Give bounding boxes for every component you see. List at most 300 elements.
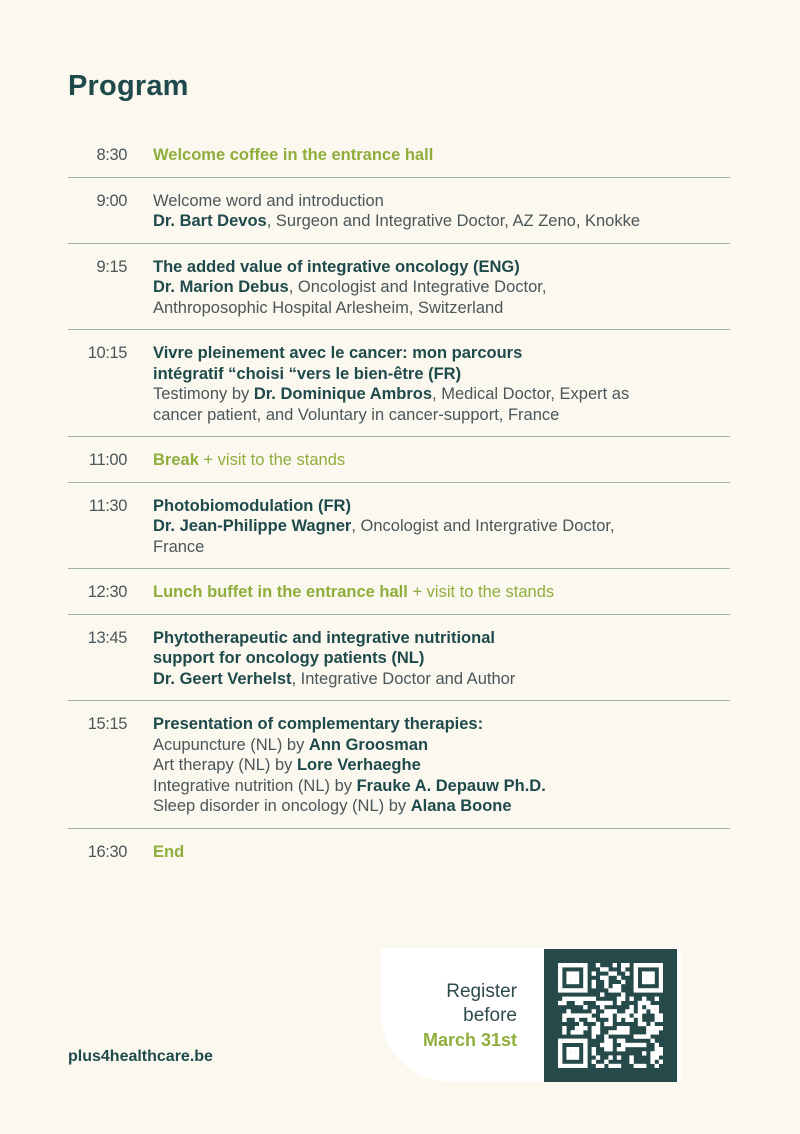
qr-module [583, 1005, 587, 1009]
program-line [153, 648, 730, 669]
page-title: Program [68, 70, 189, 102]
bold-text: Dr. Jean-Philippe Wagner [153, 517, 352, 535]
program-content [153, 496, 730, 558]
qr-module [596, 1022, 600, 1026]
qr-module [659, 988, 663, 992]
qr-module [650, 1039, 654, 1043]
register-card [381, 948, 681, 1082]
highlight-text: Welcome coffee in the entrance hall [153, 146, 434, 164]
qr-module [600, 1013, 604, 1017]
qr-module [621, 992, 625, 996]
program-text: Art therapy (NL) by [153, 756, 297, 774]
qr-module [634, 967, 638, 971]
program-text: , Oncologist and Integrative Doctor, [288, 278, 547, 296]
qr-module [558, 971, 562, 975]
program-time: 12:30 [87, 583, 127, 601]
qr-module [655, 988, 659, 992]
qr-module [638, 1043, 642, 1047]
bold-text: Dr. Geert Verhelst [153, 669, 292, 688]
qr-module [617, 1064, 621, 1068]
qr-module [575, 1013, 579, 1017]
qr-module [613, 984, 617, 988]
qr-module [646, 971, 650, 975]
qr-module [617, 984, 621, 988]
qr-module [579, 997, 583, 1001]
program-line [153, 496, 730, 517]
program-line [153, 735, 730, 756]
qr-module [558, 1039, 562, 1043]
qr-module [629, 1043, 633, 1047]
qr-module [646, 1026, 650, 1030]
qr-module [558, 967, 562, 971]
qr-module [621, 967, 625, 971]
program-line [153, 755, 730, 776]
qr-module [579, 1039, 583, 1043]
qr-module [583, 971, 587, 975]
program-text: Sleep disorder in oncology (NL) by [153, 797, 411, 815]
qr-module [634, 976, 638, 980]
qr-module [566, 976, 570, 980]
program-text: + visit to the stands [407, 583, 555, 601]
qr-module [571, 1047, 575, 1051]
qr-module [600, 1001, 604, 1005]
qr-module [642, 1064, 646, 1068]
qr-module [621, 1013, 625, 1017]
program-text: , Integrative Doctor and Author [291, 669, 516, 688]
qr-module [655, 1064, 659, 1068]
program-text: Acupuncture (NL) by [153, 735, 309, 754]
register-deadline: March 31st [422, 1030, 517, 1050]
highlight-text: Lunch buffet in the entrance hall [153, 583, 408, 601]
qr-module [571, 997, 575, 1001]
qr-module [655, 997, 659, 1001]
bold-text: Phytotherapeutic and integrative nutritional [153, 628, 495, 647]
qr-module [583, 1013, 587, 1017]
program-content [153, 628, 730, 690]
qr-module [566, 963, 570, 967]
qr-module [646, 1030, 650, 1034]
qr-module [629, 1005, 633, 1009]
qr-module [650, 1022, 654, 1026]
qr-module [583, 1064, 587, 1068]
qr-module [583, 976, 587, 980]
qr-module [566, 997, 570, 1001]
qr-module [638, 1064, 642, 1068]
qr-module [562, 997, 566, 1001]
qr-module [596, 1030, 600, 1034]
qr-module [608, 1013, 612, 1017]
program-line [153, 669, 730, 690]
qr-module [604, 1022, 608, 1026]
qr-module [592, 1047, 596, 1051]
qr-module [634, 980, 638, 984]
program-line [153, 842, 730, 863]
program-line [153, 211, 730, 232]
qr-module [655, 1013, 659, 1017]
qr-module [625, 1026, 629, 1030]
qr-module [642, 1001, 646, 1005]
program-line [153, 405, 730, 426]
qr-module [617, 1001, 621, 1005]
qr-module [634, 1034, 638, 1038]
program-line [153, 582, 730, 603]
program-line [153, 364, 730, 385]
program-line [153, 516, 730, 537]
qr-module [575, 997, 579, 1001]
qr-module [583, 1039, 587, 1043]
qr-module [583, 1060, 587, 1064]
qr-module [592, 984, 596, 988]
qr-module [621, 963, 625, 967]
qr-module [558, 1055, 562, 1059]
qr-module [600, 1005, 604, 1009]
qr-module [621, 1030, 625, 1034]
qr-module [646, 1034, 650, 1038]
qr-module [613, 1030, 617, 1034]
qr-module [558, 976, 562, 980]
qr-module [579, 1022, 583, 1026]
qr-module [558, 988, 562, 992]
program-time: 11:30 [88, 496, 127, 515]
qr-module [571, 988, 575, 992]
qr-module [621, 1026, 625, 1030]
qr-module [566, 1047, 570, 1051]
qr-module [621, 980, 625, 984]
qr-module [625, 1009, 629, 1013]
qr-module [604, 976, 608, 980]
qr-module [608, 1030, 612, 1034]
qr-module [575, 971, 579, 975]
bold-text: Ann Groosman [308, 735, 429, 754]
qr-module [650, 980, 654, 984]
qr-module [625, 971, 629, 975]
qr-module [650, 976, 654, 980]
qr-module [634, 1043, 638, 1047]
qr-module [629, 1018, 633, 1022]
qr-module [571, 976, 575, 980]
program-text: Welcome word and introduction [153, 191, 384, 210]
program-row [68, 701, 730, 829]
program-text: , Surgeon and Integrative Doctor, AZ Zeno, Knokke [266, 212, 641, 230]
program-row [68, 244, 730, 331]
qr-module [575, 1051, 579, 1055]
qr-module [587, 997, 591, 1001]
qr-module [642, 1043, 646, 1047]
qr-module [659, 1013, 663, 1017]
qr-module [642, 980, 646, 984]
website-link[interactable]: plus4healthcare.be [68, 1048, 213, 1065]
qr-module [642, 963, 646, 967]
qr-module [638, 963, 642, 967]
qr-module [608, 1009, 612, 1013]
qr-module [600, 976, 604, 980]
qr-module [579, 1026, 583, 1030]
qr-module [634, 971, 638, 975]
qr-module [617, 1026, 621, 1030]
qr-module [592, 1060, 596, 1064]
qr-module [629, 997, 633, 1001]
qr-module [604, 1013, 608, 1017]
program-content [153, 191, 730, 232]
qr-module [646, 1001, 650, 1005]
qr-module [655, 1026, 659, 1030]
qr-module [625, 1018, 629, 1022]
qr-module [596, 1055, 600, 1059]
qr-module [617, 976, 621, 980]
qr-module [634, 1013, 638, 1017]
qr-module [600, 992, 604, 996]
program-line [153, 796, 730, 817]
qr-module [608, 1022, 612, 1026]
qr-module [571, 1055, 575, 1059]
qr-module [608, 1055, 612, 1059]
qr-module [604, 1034, 608, 1038]
qr-module [583, 984, 587, 988]
qr-module [659, 1047, 663, 1051]
bold-text: Dr. Dominique Ambros [253, 385, 433, 403]
qr-module [571, 980, 575, 984]
qr-module [613, 963, 617, 967]
qr-module [583, 1051, 587, 1055]
program-time: 11:00 [88, 451, 127, 469]
qr-module [642, 997, 646, 1001]
qr-module [583, 980, 587, 984]
program-content [153, 714, 730, 817]
program-row [68, 483, 730, 570]
program-list [68, 132, 730, 873]
qr-module [625, 963, 629, 967]
qr-module [608, 1043, 612, 1047]
qr-module [650, 1026, 654, 1030]
qr-module [650, 1060, 654, 1064]
qr-module [592, 1018, 596, 1022]
qr-module [562, 1001, 566, 1005]
program-line [153, 776, 730, 797]
qr-module [625, 1013, 629, 1017]
qr-module [625, 1030, 629, 1034]
program-line [153, 384, 730, 405]
program-line [153, 298, 730, 319]
qr-module [659, 1051, 663, 1055]
highlight-text: Break [153, 451, 199, 469]
qr-module [562, 1013, 566, 1017]
qr-module [604, 1009, 608, 1013]
qr-module [583, 997, 587, 1001]
qr-module [575, 1039, 579, 1043]
qr-module [617, 1047, 621, 1051]
qr-module [575, 1030, 579, 1034]
program-line [153, 450, 730, 471]
qr-module [583, 1043, 587, 1047]
qr-module [621, 1039, 625, 1043]
qr-module [571, 963, 575, 967]
qr-module [617, 1030, 621, 1034]
qr-module [638, 1034, 642, 1038]
qr-module [621, 1043, 625, 1047]
qr-module [659, 1026, 663, 1030]
qr-module [638, 1022, 642, 1026]
qr-module [592, 1030, 596, 1034]
program-time: 9:00 [96, 191, 127, 210]
qr-module [642, 971, 646, 975]
qr-module [617, 1018, 621, 1022]
qr-module [642, 1022, 646, 1026]
qr-module [575, 1055, 579, 1059]
qr-module [583, 988, 587, 992]
qr-module [617, 1055, 621, 1059]
qr-module [562, 1026, 566, 1030]
program-text: + visit to the stands [198, 451, 346, 469]
qr-module [646, 963, 650, 967]
qr-module [659, 984, 663, 988]
qr-module [650, 971, 654, 975]
qr-module [608, 1047, 612, 1051]
qr-module [642, 976, 646, 980]
qr-module [571, 1064, 575, 1068]
bold-text: The added value of integrative oncology (ENG) [153, 257, 520, 276]
qr-module [604, 1001, 608, 1005]
qr-module [608, 1018, 612, 1022]
qr-module [646, 980, 650, 984]
qr-module [650, 1009, 654, 1013]
qr-module [604, 1047, 608, 1051]
qr-module [558, 1001, 562, 1005]
qr-module [575, 1018, 579, 1022]
qr-module [608, 1001, 612, 1005]
program-line [153, 191, 730, 212]
qr-module [558, 1043, 562, 1047]
program-time: 13:45 [87, 628, 127, 647]
qr-module [592, 971, 596, 975]
qr-module [571, 1030, 575, 1034]
program-text: Integrative nutrition (NL) by [153, 776, 357, 795]
qr-module [629, 1009, 633, 1013]
qr-module [592, 1034, 596, 1038]
qr-module [642, 1034, 646, 1038]
program-time: 15:15 [87, 715, 127, 733]
qr-module [638, 1005, 642, 1009]
bold-text: Lore Verhaeghe [296, 756, 421, 774]
qr-module [579, 1030, 583, 1034]
program-content [153, 145, 730, 166]
qr-module [558, 984, 562, 988]
program-text: , Medical Doctor, Expert as [432, 385, 630, 403]
program-text: cancer patient, and Voluntary in cancer-support, France [153, 405, 560, 424]
qr-module [650, 1055, 654, 1059]
bold-text: Alana Boone [410, 797, 512, 815]
qr-module [629, 1055, 633, 1059]
qr-module [600, 967, 604, 971]
qr-module [617, 1039, 621, 1043]
qr-module [655, 1047, 659, 1051]
qr-module [558, 1047, 562, 1051]
qr-module [659, 976, 663, 980]
program-row [68, 330, 730, 437]
qr-module [634, 988, 638, 992]
qr-module [659, 980, 663, 984]
qr-module [558, 963, 562, 967]
qr-module [596, 1001, 600, 1005]
qr-module [562, 1039, 566, 1043]
qr-module [613, 1064, 617, 1068]
program-row [68, 569, 730, 615]
qr-module [617, 988, 621, 992]
qr-module [579, 1013, 583, 1017]
program-time: 16:30 [87, 842, 127, 861]
qr-module [592, 1009, 596, 1013]
qr-module [571, 1051, 575, 1055]
qr-module [596, 1026, 600, 1030]
qr-module [646, 1005, 650, 1009]
program-time: 8:30 [96, 146, 127, 164]
qr-module [575, 988, 579, 992]
qr-module [571, 971, 575, 975]
qr-module [579, 963, 583, 967]
qr-module [655, 1018, 659, 1022]
qr-module [596, 963, 600, 967]
qr-module [596, 1064, 600, 1068]
program-row [68, 829, 730, 874]
qr-module [650, 1030, 654, 1034]
program-line [153, 628, 730, 649]
qr-code[interactable] [544, 949, 677, 1082]
qr-module [558, 1051, 562, 1055]
highlight-text: End [153, 842, 185, 861]
qr-module [613, 1009, 617, 1013]
qr-module [562, 963, 566, 967]
qr-module [659, 1018, 663, 1022]
qr-module [592, 997, 596, 1001]
program-content [153, 842, 730, 863]
qr-module [566, 988, 570, 992]
qr-code-icon [558, 963, 663, 1068]
qr-module [575, 1064, 579, 1068]
register-text [381, 980, 517, 1052]
qr-module [642, 988, 646, 992]
qr-module [646, 988, 650, 992]
qr-module [621, 1047, 625, 1051]
qr-module [613, 971, 617, 975]
qr-module [587, 1013, 591, 1017]
program-line [153, 537, 730, 558]
qr-module [655, 1030, 659, 1034]
qr-module [562, 1064, 566, 1068]
qr-module [642, 1009, 646, 1013]
qr-module [625, 1043, 629, 1047]
qr-module [659, 963, 663, 967]
qr-module [650, 1051, 654, 1055]
qr-module [575, 1047, 579, 1051]
qr-module [608, 971, 612, 975]
qr-module [638, 988, 642, 992]
program-row [68, 178, 730, 244]
qr-module [646, 976, 650, 980]
qr-module [583, 1026, 587, 1030]
qr-module [608, 1039, 612, 1043]
program-line [153, 343, 730, 364]
program-line [153, 714, 730, 735]
qr-module [566, 1009, 570, 1013]
qr-module [575, 963, 579, 967]
qr-module [638, 1009, 642, 1013]
program-time: 9:15 [96, 257, 127, 276]
qr-module [638, 1013, 642, 1017]
qr-module [650, 988, 654, 992]
qr-module [604, 1043, 608, 1047]
bold-text: Frauke A. Depauw Ph.D. [356, 776, 546, 795]
qr-module [642, 1051, 646, 1055]
qr-module [566, 980, 570, 984]
